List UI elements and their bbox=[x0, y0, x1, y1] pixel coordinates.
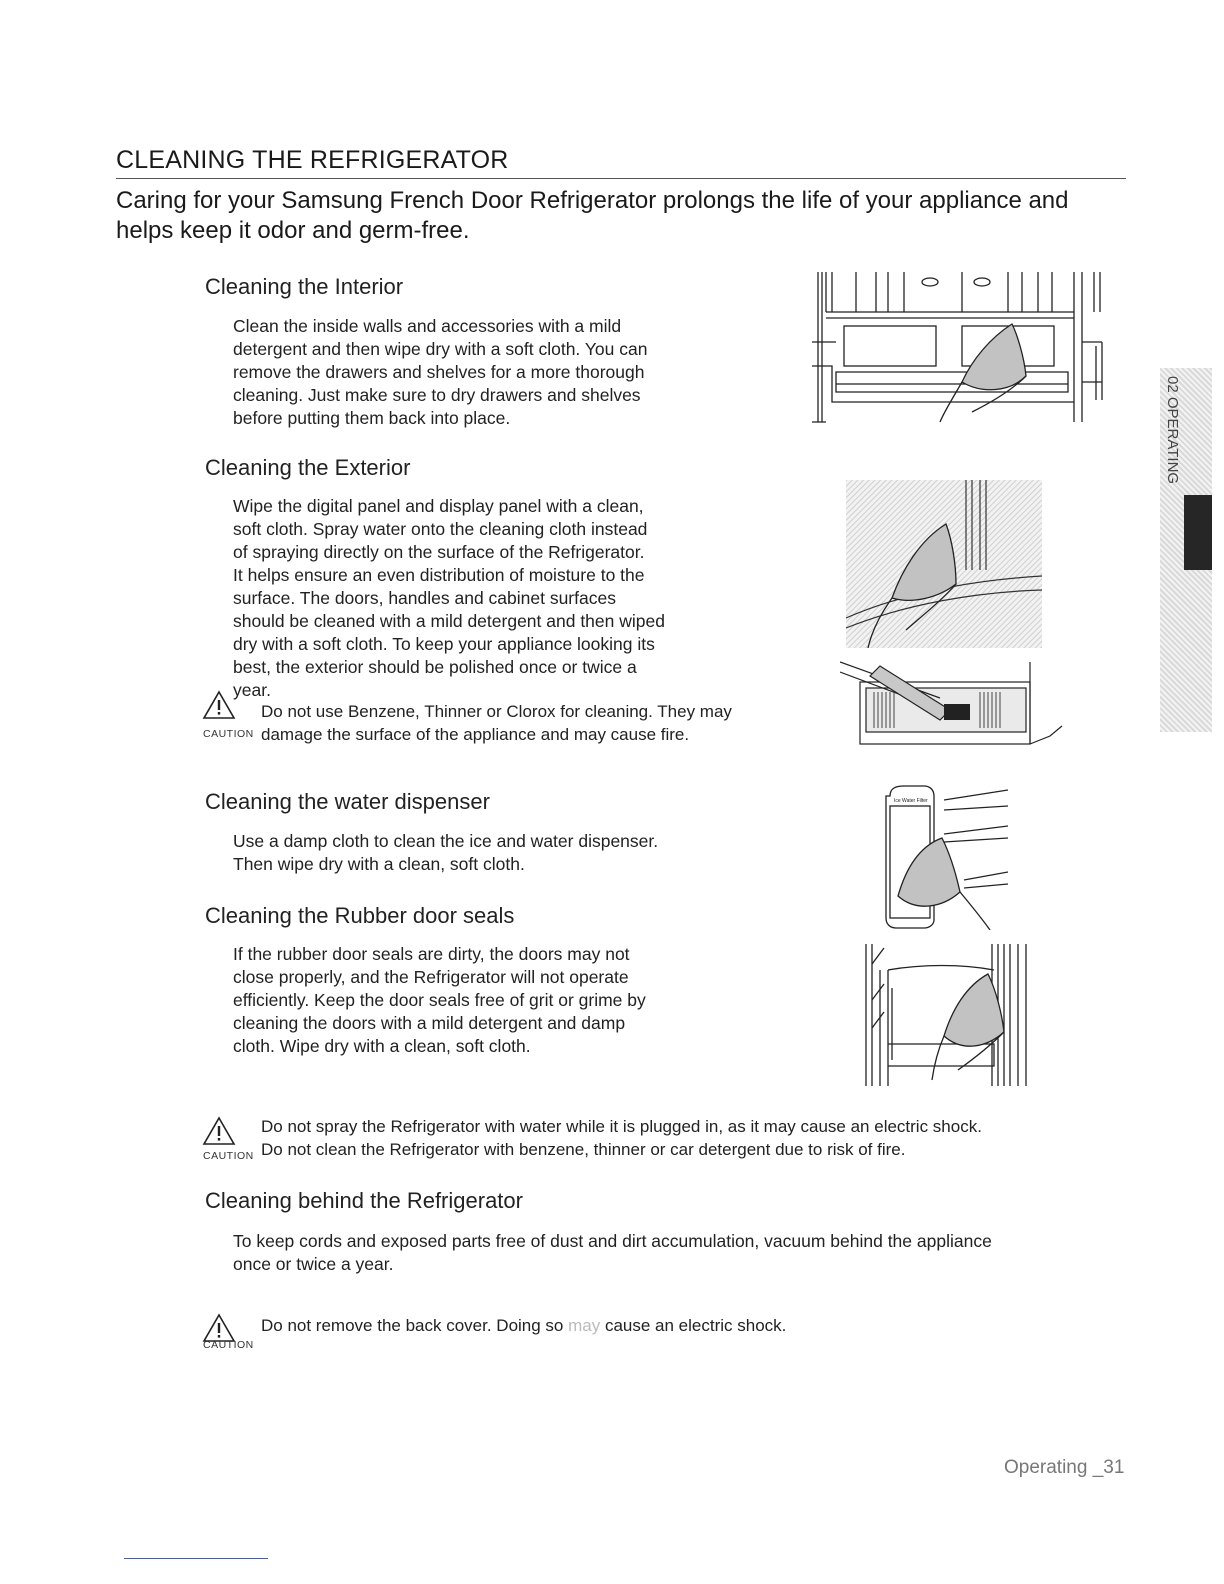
heading-behind: Cleaning behind the Refrigerator bbox=[205, 1188, 523, 1213]
text-line: close properly, and the Refrigerator will not operate bbox=[233, 967, 629, 987]
caution-icon bbox=[202, 690, 236, 720]
text-line: of spraying directly on the surface of the Refrigerator. bbox=[233, 542, 645, 562]
text-line: damage the surface of the appliance and may cause fire. bbox=[261, 725, 690, 744]
text-line: Wipe the digital panel and display panel with a clean, bbox=[233, 496, 644, 516]
text-line: cleaning. Just make sure to dry drawers and shelves bbox=[233, 385, 641, 405]
section-side-tab bbox=[1160, 368, 1212, 732]
text-line: before putting them back into place. bbox=[233, 408, 511, 428]
text-line: Clean the inside walls and accessories with a mild bbox=[233, 316, 622, 336]
text-line: Do not spray the Refrigerator with water while it is plugged in, as it may cause an electric shock. bbox=[261, 1117, 982, 1136]
general-caution-text bbox=[261, 1115, 1121, 1161]
heading-water-dispenser: Cleaning the water dispenser bbox=[205, 789, 490, 814]
exterior-text bbox=[233, 495, 793, 702]
interior-text bbox=[233, 315, 793, 430]
text-line: once or twice a year. bbox=[233, 1254, 394, 1274]
caution-label: CAUTION bbox=[203, 1339, 254, 1351]
bottom-rule bbox=[124, 1558, 268, 1559]
side-tab-marker bbox=[1184, 495, 1212, 570]
behind-caution-text bbox=[261, 1314, 1061, 1337]
text-line: Then wipe dry with a clean, soft cloth. bbox=[233, 854, 525, 874]
water-text bbox=[233, 830, 793, 876]
door-seal-illustration bbox=[862, 940, 1032, 1086]
water-dispenser-illustration bbox=[884, 784, 1008, 930]
caution-label: CAUTION bbox=[203, 728, 254, 740]
text-line: best, the exterior should be polished once or twice a bbox=[233, 657, 637, 677]
exterior-caution-text bbox=[261, 700, 821, 746]
text-line: surface. The doors, handles and cabinet surfaces bbox=[233, 588, 616, 608]
text-line: If the rubber door seals are dirty, the doors may not bbox=[233, 944, 630, 964]
text-line: dry with a soft cloth. To keep your appliance looking its bbox=[233, 634, 655, 654]
title-divider bbox=[116, 178, 1126, 179]
text-line: efficiently. Keep the door seals free of grit or grime by bbox=[233, 990, 646, 1010]
text-line: cloth. Wipe dry with a clean, soft cloth. bbox=[233, 1036, 531, 1056]
text-line: year. bbox=[233, 680, 271, 700]
text-line: It helps ensure an even distribution of moisture to the bbox=[233, 565, 645, 585]
caution-text: Do not remove the back cover. Doing so bbox=[261, 1316, 569, 1335]
exterior-cleaning-illustration bbox=[846, 480, 1042, 648]
text-line: To keep cords and exposed parts free of dust and dirt accumulation, vacuum behind the appliance bbox=[233, 1231, 992, 1251]
heading-interior: Cleaning the Interior bbox=[205, 274, 404, 299]
text-line: cleaning the doors with a mild detergent and damp bbox=[233, 1013, 626, 1033]
side-tab-text: 02 OPERATING bbox=[1164, 376, 1181, 485]
panel-cleaning-illustration bbox=[840, 658, 1064, 746]
caution-text: cause an electric shock. bbox=[600, 1316, 787, 1335]
side-tab-label bbox=[1164, 372, 1186, 492]
caution-icon bbox=[202, 1116, 236, 1146]
seals-text bbox=[233, 943, 793, 1058]
text-line: remove the drawers and shelves for a more thorough bbox=[233, 362, 645, 382]
interior-cleaning-illustration bbox=[812, 272, 1104, 424]
intro-paragraph: Caring for your Samsung French Door Refrigerator prolongs the life of your appliance and helps keep it odor and germ-free. bbox=[116, 187, 1069, 244]
text-line: detergent and then wipe dry with a soft cloth. You can bbox=[233, 339, 648, 359]
text-line: Do not use Benzene, Thinner or Clorox for cleaning. They may bbox=[261, 702, 732, 721]
page-title: CLEANING THE REFRIGERATOR bbox=[116, 146, 509, 174]
text-line: Do not clean the Refrigerator with benzene, thinner or car detergent due to risk of fire. bbox=[261, 1140, 906, 1159]
heading-door-seals: Cleaning the Rubber door seals bbox=[205, 903, 515, 928]
caution-label: CAUTION bbox=[203, 1150, 254, 1162]
page-footer: Operating _31 bbox=[1004, 1457, 1125, 1478]
dispenser-label: Ice Water Filter bbox=[894, 798, 928, 804]
text-line: Use a damp cloth to clean the ice and water dispenser. bbox=[233, 831, 659, 851]
caution-text-faint: may bbox=[568, 1316, 601, 1335]
behind-text bbox=[233, 1230, 1113, 1276]
heading-exterior: Cleaning the Exterior bbox=[205, 455, 411, 480]
text-line: soft cloth. Spray water onto the cleaning cloth instead bbox=[233, 519, 648, 539]
text-line: should be cleaned with a mild detergent and then wiped bbox=[233, 611, 665, 631]
